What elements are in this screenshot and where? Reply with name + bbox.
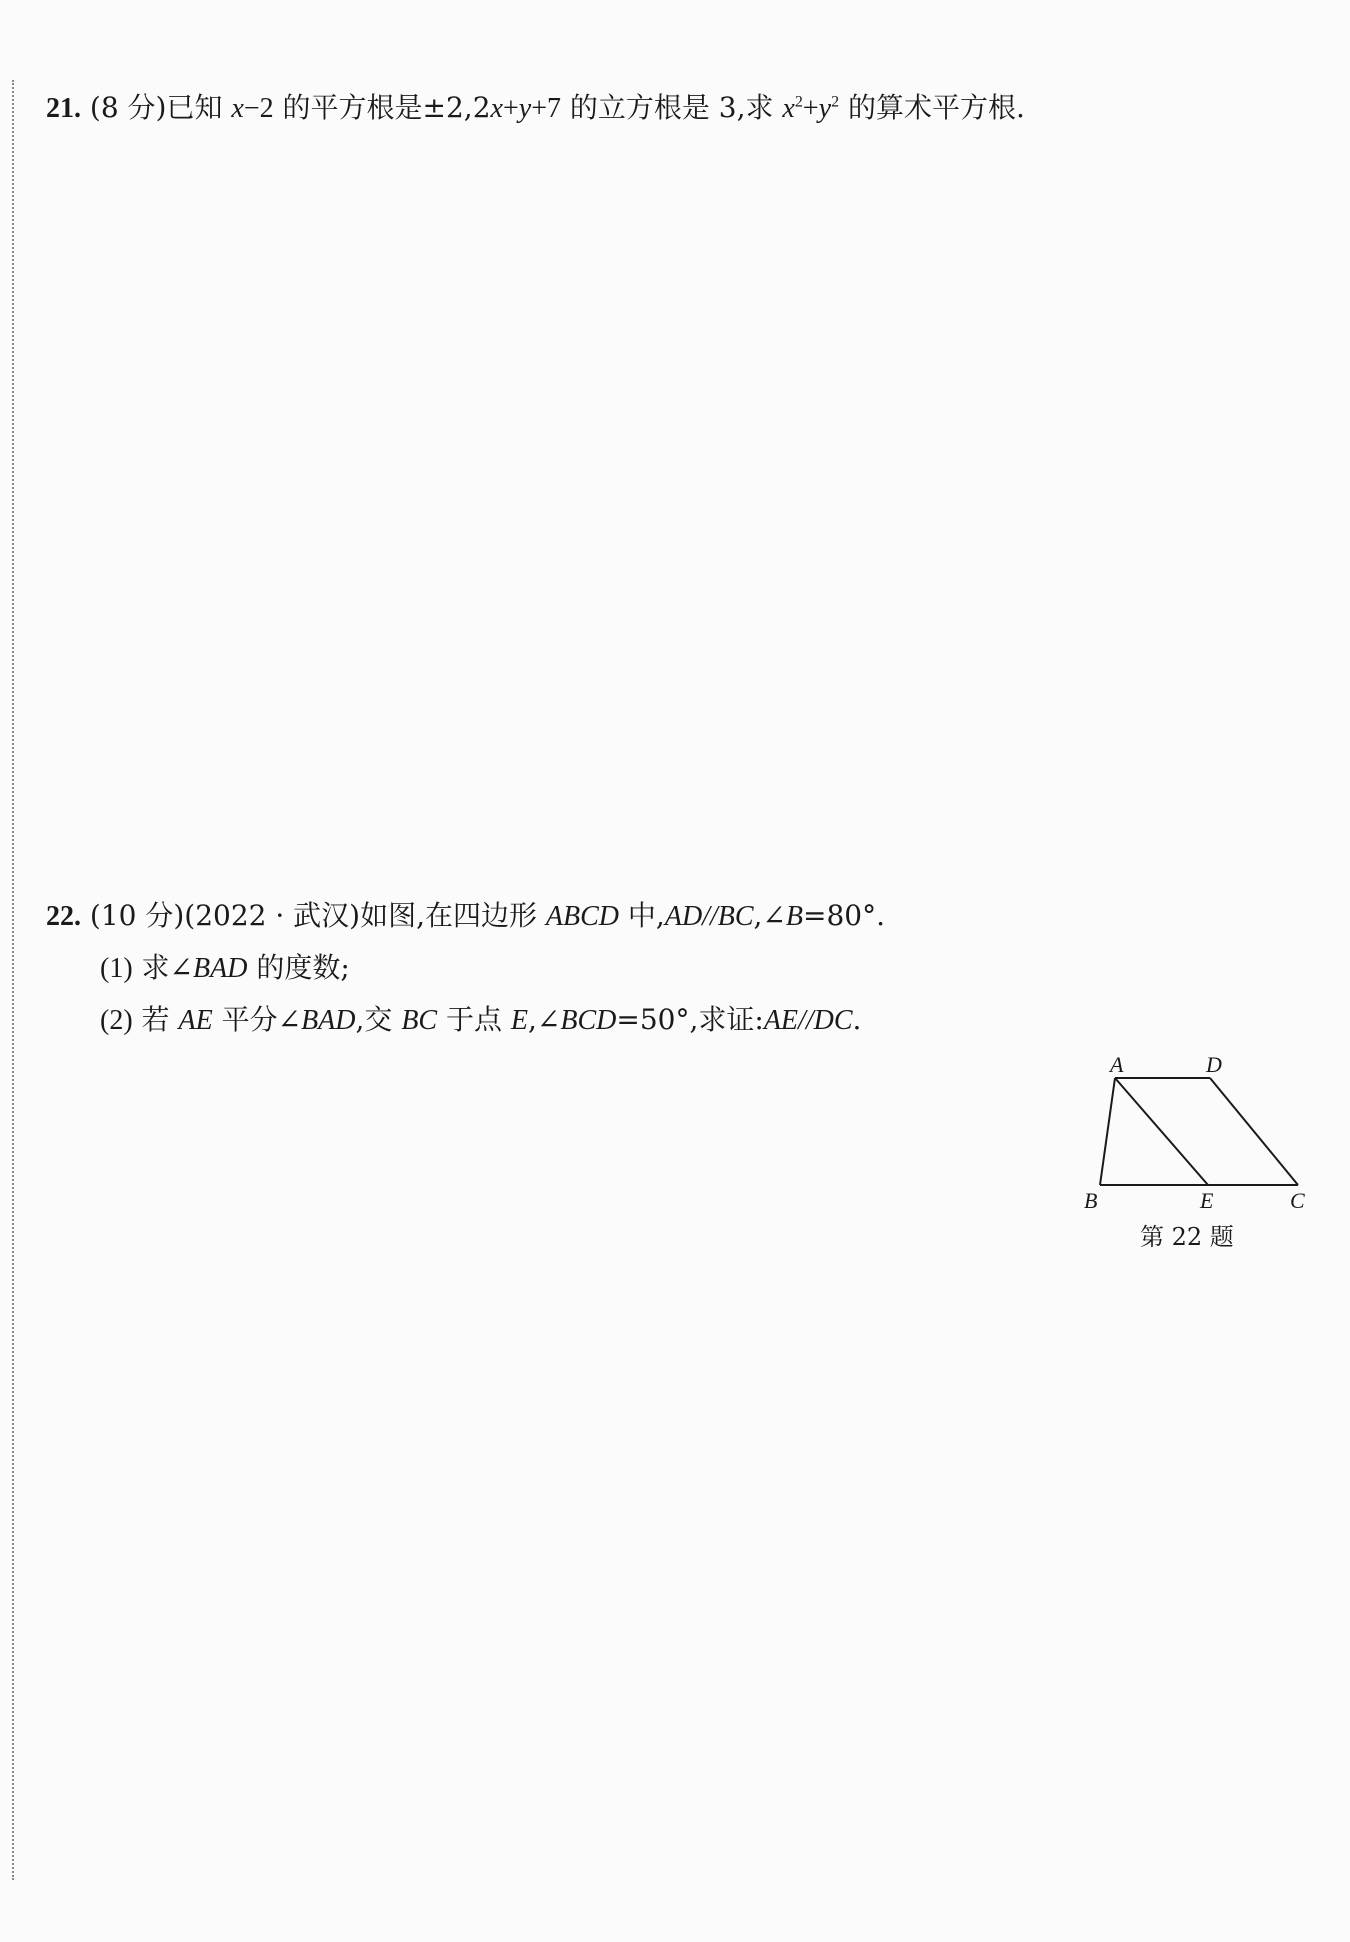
math-var: BAD bbox=[193, 953, 248, 984]
question-text: 若 bbox=[132, 1003, 179, 1036]
math-var: DC bbox=[813, 1005, 853, 1036]
question-22 bbox=[46, 896, 885, 937]
question-text: . bbox=[852, 1003, 862, 1036]
point-label-c: C bbox=[1290, 1188, 1305, 1213]
math-var: BAD bbox=[301, 1005, 356, 1036]
math-var: AE bbox=[178, 1005, 213, 1036]
math-text: + bbox=[802, 93, 819, 124]
question-number: 22. bbox=[46, 901, 81, 932]
segment-dc bbox=[1210, 1078, 1298, 1185]
math-text: // bbox=[798, 1005, 814, 1036]
math-text: // bbox=[702, 901, 718, 932]
binding-dotted-line bbox=[12, 80, 14, 1880]
question-22-part-2 bbox=[100, 1000, 861, 1041]
math-var: B bbox=[785, 901, 803, 932]
question-text: 的度数; bbox=[247, 951, 350, 984]
point-label-d: D bbox=[1206, 1052, 1222, 1077]
point-label-e: E bbox=[1200, 1188, 1214, 1213]
segment-ba bbox=[1100, 1078, 1115, 1185]
question-text: 于点 bbox=[437, 1003, 511, 1036]
math-var: AD bbox=[664, 901, 703, 932]
question-text: =80°. bbox=[803, 899, 885, 932]
math-var: y bbox=[818, 93, 832, 124]
math-exponent: 2 bbox=[794, 93, 803, 111]
question-score: (10 分) bbox=[89, 899, 185, 932]
question-text: 如图,在四边形 bbox=[360, 899, 546, 932]
question-text: 已知 bbox=[166, 91, 232, 124]
point-label-b: B bbox=[1084, 1188, 1098, 1213]
question-text: 的算术平方根. bbox=[839, 91, 1025, 124]
math-var: AE bbox=[763, 1005, 799, 1036]
question-text: ,交 bbox=[355, 1003, 402, 1036]
math-var: BCD bbox=[560, 1005, 617, 1036]
math-text: + bbox=[502, 93, 519, 124]
math-var: x bbox=[231, 93, 244, 124]
question-text: 的立方根是 3,求 bbox=[561, 91, 783, 124]
math-text: +7 bbox=[531, 93, 561, 124]
part-label: (1) bbox=[100, 953, 133, 984]
point-label-a: A bbox=[1110, 1052, 1124, 1077]
math-var: y bbox=[518, 93, 532, 124]
question-text: 的平方根是±2,2 bbox=[273, 91, 491, 124]
math-var: BC bbox=[401, 1005, 438, 1036]
question-text: 求∠ bbox=[132, 951, 194, 984]
question-21 bbox=[46, 88, 1025, 129]
quadrilateral-figure bbox=[1070, 1050, 1320, 1250]
question-text: ,∠ bbox=[753, 899, 786, 932]
part-label: (2) bbox=[100, 1005, 133, 1036]
math-var: x bbox=[490, 93, 503, 124]
figure-caption: 第 22 题 bbox=[1140, 1223, 1234, 1251]
math-var: E bbox=[510, 1005, 529, 1036]
math-var: BC bbox=[717, 901, 754, 932]
question-number: 21. bbox=[46, 93, 81, 124]
math-text: −2 bbox=[243, 93, 274, 124]
question-score: (8 分) bbox=[89, 91, 167, 124]
math-var: ABCD bbox=[545, 901, 620, 932]
math-exponent: 2 bbox=[831, 93, 840, 111]
segment-ae bbox=[1115, 1078, 1208, 1185]
question-text: ,∠ bbox=[528, 1003, 561, 1036]
math-var: x bbox=[782, 93, 795, 124]
question-source: (2022 · 武汉) bbox=[184, 899, 361, 932]
question-text: 平分∠ bbox=[212, 1003, 302, 1036]
question-text: =50°,求证: bbox=[616, 1003, 764, 1036]
question-22-part-1 bbox=[100, 948, 350, 989]
question-text: 中, bbox=[619, 899, 665, 932]
